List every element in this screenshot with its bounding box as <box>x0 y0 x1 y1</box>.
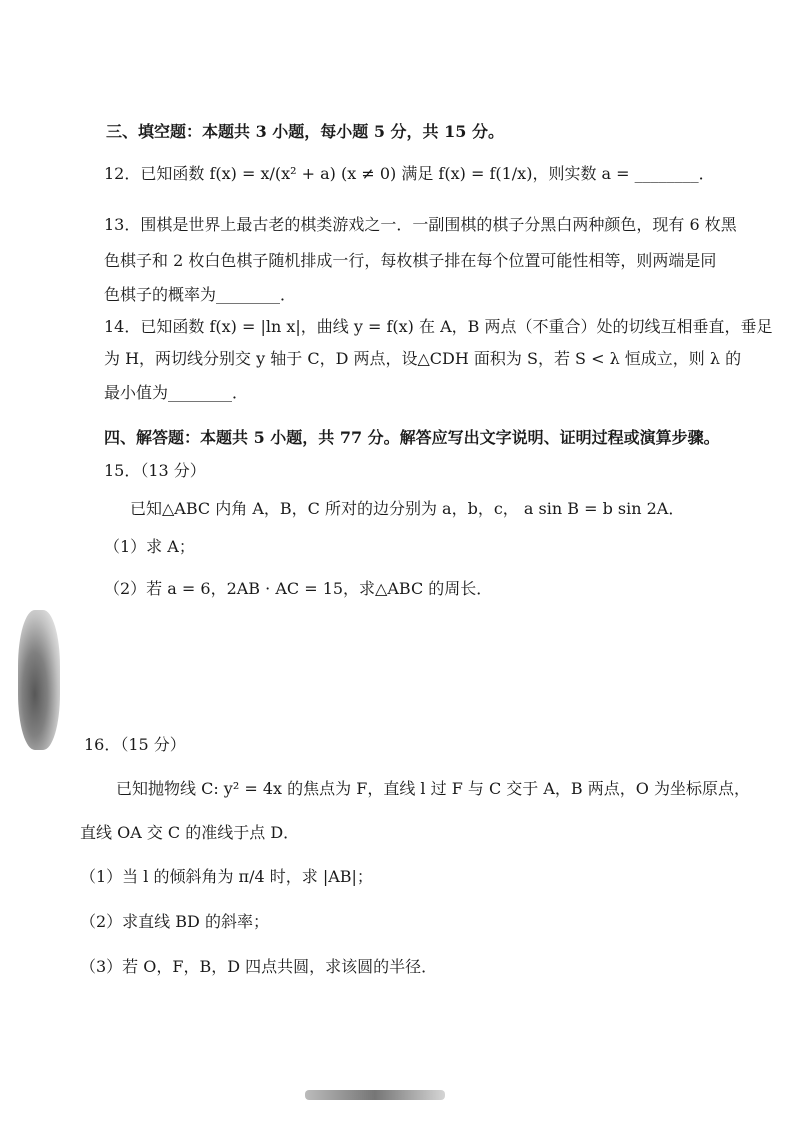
question-13-line-3: 色棋子的概率为________． <box>104 285 297 304</box>
question-16-part-1: （1）当 l 的倾斜角为 π/4 时，求 |AB|； <box>80 867 373 886</box>
question-13-line-2: 色棋子和 2 枚白色棋子随机排成一行，每枚棋子排在每个位置可能性相等，则两端是同 <box>104 251 717 270</box>
footer-smudge <box>305 1090 445 1100</box>
scan-shadow <box>18 610 60 750</box>
question-16-part-2: （2）求直线 BD 的斜率； <box>80 912 269 931</box>
question-14-line-3: 最小值为________． <box>104 383 249 402</box>
question-12: 12．已知函数 f(x) = x/(x² + a) (x ≠ 0) 满足 f(x) = f(1/x)，则实数 a = ________． <box>104 164 715 183</box>
section-4-heading: 四、解答题：本题共 5 小题，共 77 分。解答应写出文字说明、证明过程或演算步骤。 <box>104 428 720 447</box>
question-16-header: 16．（15 分） <box>84 735 186 754</box>
question-15-part-1: （1）求 A； <box>104 537 195 556</box>
section-3-heading: 三、填空题：本题共 3 小题，每小题 5 分，共 15 分。 <box>106 122 504 141</box>
question-16-part-3: （3）若 O，F，B，D 四点共圆，求该圆的半径． <box>80 957 438 976</box>
question-13-line-1: 13．围棋是世界上最古老的棋类游戏之一．一副围棋的棋子分黑白两种颜色，现有 6 枚黑 <box>104 215 737 234</box>
question-16-stem-line-1: 已知抛物线 C: y² = 4x 的焦点为 F，直线 l 过 F 与 C 交于 A，B 两点，O 为坐标原点， <box>116 779 750 798</box>
question-15-part-2: （2）若 a = 6，2AB · AC = 15，求△ABC 的周长． <box>104 579 493 598</box>
question-15-stem: 已知△ABC 内角 A，B，C 所对的边分别为 a，b，c， a sin B = b sin 2A． <box>130 499 685 518</box>
question-16-stem-line-2: 直线 OA 交 C 的准线于点 D． <box>80 823 300 842</box>
question-14-line-1: 14．已知函数 f(x) = |ln x|，曲线 y = f(x) 在 A，B 两点（不重合）处的切线互相垂直，垂足 <box>104 317 773 336</box>
question-14-line-2: 为 H，两切线分别交 y 轴于 C，D 两点，设△CDH 面积为 S，若 S < λ 恒成立，则 λ 的 <box>104 349 742 368</box>
question-15-header: 15．（13 分） <box>104 461 206 480</box>
